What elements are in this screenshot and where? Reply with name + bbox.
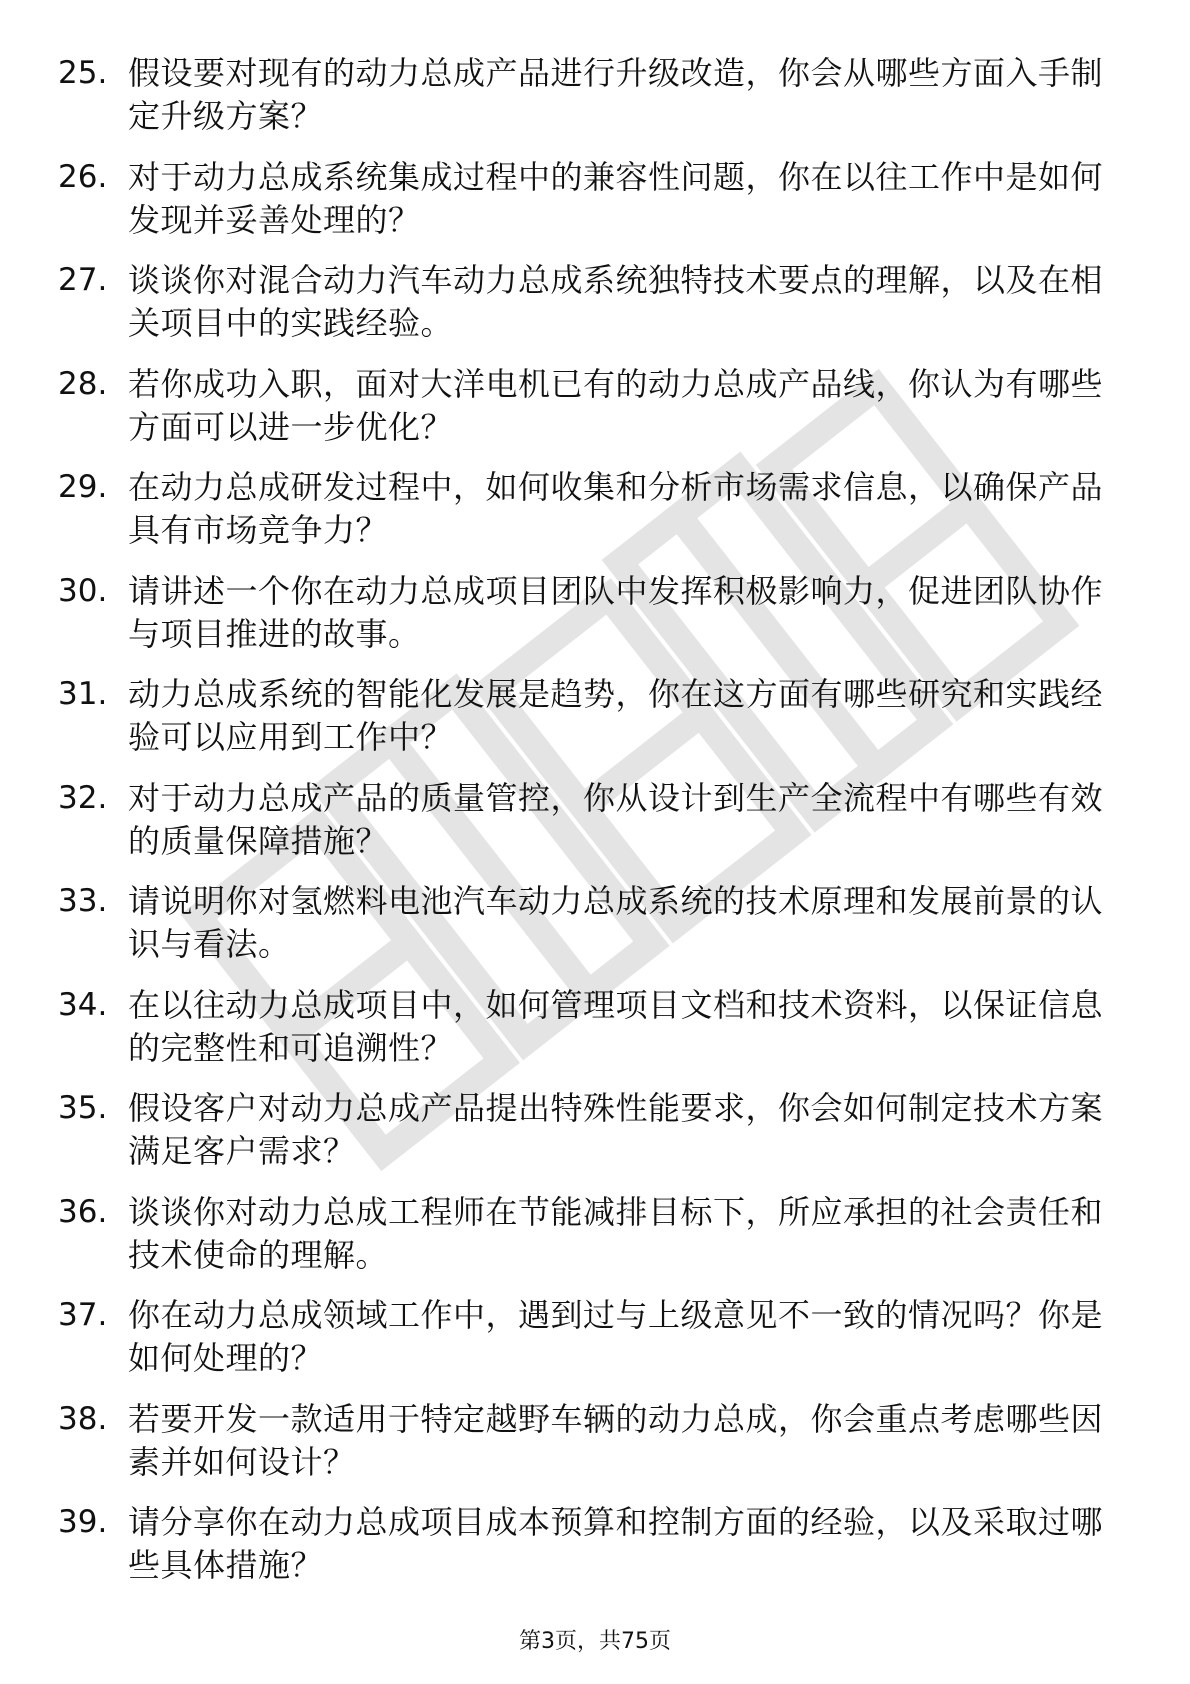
question-number: 38.: [58, 1400, 108, 1437]
question-number: 25.: [58, 55, 108, 91]
question-item: [0, 1087, 1190, 1191]
question-number: 32.: [58, 779, 108, 816]
question-item: [0, 259, 1190, 363]
question-item: [0, 1398, 1190, 1502]
question-text: 对于动力总成系统集成过程中的兼容性问题，你在以往工作中是如何发现并妥善处理的？: [128, 157, 1104, 239]
question-number: 31.: [58, 676, 108, 712]
question-list: [0, 52, 1190, 1605]
question-text: 动力总成系统的智能化发展是趋势，你在这方面有哪些研究和实践经验可以应用到工作中？: [128, 675, 1104, 756]
question-text: 在以往动力总成项目中，如何管理项目文档和技术资料，以保证信息的完整性和可追溯性？: [128, 985, 1104, 1067]
question-item: [0, 52, 1190, 156]
question-text: 请说明你对氢燃料电池汽车动力总成系统的技术原理和发展前景的认识与看法。: [128, 882, 1104, 963]
question-text: 你在动力总成领域工作中，遇到过与上级意见不一致的情况吗？你是如何处理的？: [128, 1296, 1104, 1377]
question-item: [0, 570, 1190, 674]
question-number: 39.: [58, 1504, 108, 1540]
question-text: 请分享你在动力总成项目成本预算和控制方面的经验，以及采取过哪些具体措施？: [128, 1503, 1104, 1584]
question-text: 若你成功入职，面对大洋电机已有的动力总成产品线，你认为有哪些方面可以进一步优化？: [128, 364, 1104, 446]
question-text: 请讲述一个你在动力总成项目团队中发挥积极影响力，促进团队协作与项目推进的故事。: [128, 571, 1104, 653]
question-text: 假设要对现有的动力总成产品进行升级改造，你会从哪些方面入手制定升级方案？: [128, 54, 1104, 135]
question-text: 谈谈你对混合动力汽车动力总成系统独特技术要点的理解，以及在相关项目中的实践经验。: [128, 261, 1104, 342]
page-footer: [0, 1628, 1190, 1656]
question-item: [0, 777, 1190, 881]
question-number: 35.: [58, 1090, 108, 1126]
question-text: 谈谈你对动力总成工程师在节能减排目标下，所应承担的社会责任和技术使命的理解。: [128, 1192, 1104, 1274]
question-text: 对于动力总成产品的质量管控，你从设计到生产全流程中有哪些有效的质量保障措施？: [128, 778, 1104, 860]
question-text: 假设客户对动力总成产品提出特殊性能要求，你会如何制定技术方案满足客户需求？: [128, 1089, 1104, 1170]
question-item: [0, 880, 1190, 984]
question-text: 若要开发一款适用于特定越野车辆的动力总成，你会重点考虑哪些因素并如何设计？: [128, 1399, 1104, 1481]
question-item: [0, 466, 1190, 570]
question-number: 33.: [58, 883, 108, 919]
question-number: 30.: [58, 572, 108, 609]
page-indicator: 第3页，共75页: [519, 1629, 671, 1654]
question-item: [0, 156, 1190, 260]
question-number: 34.: [58, 986, 108, 1023]
question-number: 36.: [58, 1193, 108, 1230]
question-number: 29.: [58, 469, 108, 505]
question-text: 在动力总成研发过程中，如何收集和分析市场需求信息，以确保产品具有市场竞争力？: [128, 468, 1104, 549]
question-item: [0, 363, 1190, 467]
question-item: [0, 673, 1190, 777]
question-number: 28.: [58, 365, 108, 402]
question-number: 26.: [58, 158, 108, 195]
question-number: 37.: [58, 1297, 108, 1333]
question-item: [0, 1294, 1190, 1398]
question-number: 27.: [58, 262, 108, 298]
question-item: [0, 1191, 1190, 1295]
question-item: [0, 1501, 1190, 1605]
question-item: [0, 984, 1190, 1088]
